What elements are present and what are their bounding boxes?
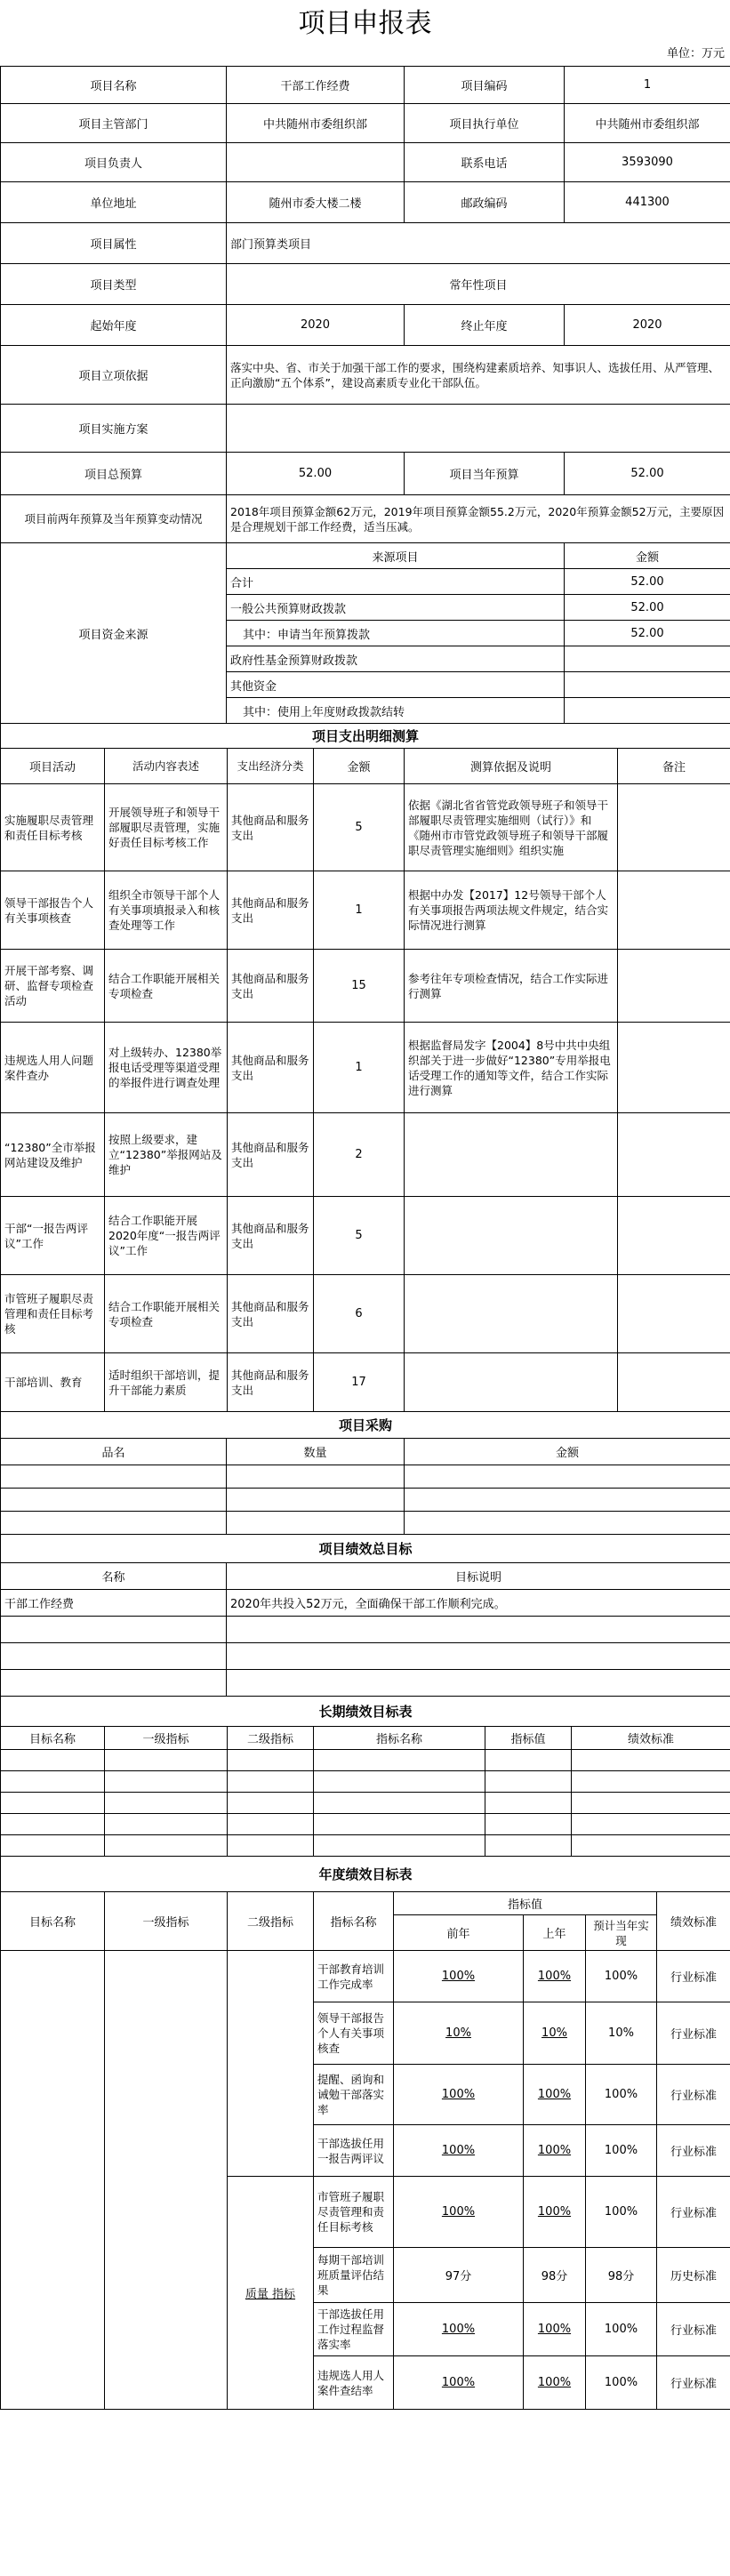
total-budget-label: 项目总预算 bbox=[1, 453, 227, 495]
table-row bbox=[1, 950, 730, 1023]
expense-desc: 组织全市领导干部个人有关事项填报录入和核查处理等工作 bbox=[105, 871, 228, 950]
expense-activity: 领导干部报告个人有关事项核查 bbox=[1, 871, 105, 950]
goal-section-title: 项目绩效总目标 bbox=[1, 1535, 730, 1563]
goal-desc: 2020年共投入52万元，全面确保干部工作顺利完成。 bbox=[227, 1590, 730, 1617]
annual-expect-value: 100% bbox=[586, 2065, 657, 2125]
annual-expect-value: 98分 bbox=[586, 2248, 657, 2303]
purchase-header: 金额 bbox=[405, 1439, 730, 1465]
address-label: 单位地址 bbox=[1, 182, 227, 223]
expense-header: 活动内容表述 bbox=[105, 749, 228, 784]
annual-prev-value: 100% bbox=[394, 1951, 524, 2002]
zip-value: 441300 bbox=[565, 182, 730, 223]
annual-indicator-name: 干部选拔任用一报告两评议 bbox=[314, 2125, 394, 2177]
annual-indicator-name: 每期干部培训班质量评估结果 bbox=[314, 2248, 394, 2303]
fund-row-amount bbox=[565, 672, 730, 698]
annual-last-value: 100% bbox=[524, 2177, 586, 2248]
project-code-label: 项目编码 bbox=[405, 67, 565, 104]
unit-label: 单位：万元 bbox=[666, 47, 725, 60]
annual-header-l1: 一级指标 bbox=[105, 1892, 228, 1951]
annual-prev-value: 100% bbox=[394, 2356, 524, 2410]
leader-label: 项目负责人 bbox=[1, 143, 227, 182]
goal-name: 干部工作经费 bbox=[1, 1590, 227, 1617]
longterm-section-title: 长期绩效目标表 bbox=[1, 1697, 730, 1727]
expense-desc: 按照上级要求，建立“12380”举报网站及维护 bbox=[105, 1113, 228, 1197]
annual-prev-value: 97分 bbox=[394, 2248, 524, 2303]
expense-amount: 17 bbox=[314, 1353, 405, 1412]
annual-prev-value: 100% bbox=[394, 2177, 524, 2248]
exec-unit-label: 项目执行单位 bbox=[405, 104, 565, 143]
budget-change-value: 2018年项目预算金额62万元，2019年项目预算金额55.2万元，2020年预算金额52万元，主要原因是合理规划干部工作经费，适当压减。 bbox=[227, 495, 730, 543]
expense-note bbox=[618, 1275, 730, 1353]
fund-source-table bbox=[0, 542, 730, 724]
budget-change-label: 项目前两年预算及当年预算变动情况 bbox=[1, 495, 227, 543]
expense-class: 其他商品和服务支出 bbox=[228, 1113, 314, 1197]
year-budget-value: 52.00 bbox=[565, 453, 730, 495]
end-year-label: 终止年度 bbox=[405, 305, 565, 346]
table-row bbox=[1, 1814, 730, 1835]
annual-expect-value: 100% bbox=[586, 2356, 657, 2410]
fund-row-amount: 52.00 bbox=[565, 595, 730, 621]
expense-activity: 实施履职尽责管理和责任目标考核 bbox=[1, 784, 105, 871]
purchase-header: 数量 bbox=[227, 1439, 405, 1465]
expense-basis: 依据《湖北省省管党政领导班子和领导干部履职尽责管理实施细则（试行）》和《随州市市管党政领导班子和领导干部履职尽责管理实施细则》组织实施 bbox=[405, 784, 618, 871]
annual-goal-table bbox=[0, 1856, 730, 2410]
project-code-value: 1 bbox=[565, 67, 730, 104]
annual-expect-value: 10% bbox=[586, 2002, 657, 2065]
annual-indicator-name: 违规选人用人案件查结率 bbox=[314, 2356, 394, 2410]
fund-row-amount: 52.00 bbox=[565, 569, 730, 595]
expense-amount: 1 bbox=[314, 1023, 405, 1113]
annual-std-value: 行业标准 bbox=[657, 1951, 730, 2002]
expense-amount: 5 bbox=[314, 1197, 405, 1275]
table-row bbox=[1, 784, 730, 871]
start-year-value: 2020 bbox=[227, 305, 405, 346]
expense-activity: “12380”全市举报网站建设及维护 bbox=[1, 1113, 105, 1197]
expense-note bbox=[618, 950, 730, 1023]
zip-label: 邮政编码 bbox=[405, 182, 565, 223]
annual-indicator-name: 市管班子履职尽责管理和责任目标考核 bbox=[314, 2177, 394, 2248]
table-row bbox=[1, 1771, 730, 1793]
end-year-value: 2020 bbox=[565, 305, 730, 346]
fund-row-name: 一般公共预算财政拨款 bbox=[227, 595, 565, 621]
longterm-header: 二级指标 bbox=[228, 1727, 314, 1750]
expense-desc: 开展领导班子和领导干部履职尽责管理，实施好责任目标考核工作 bbox=[105, 784, 228, 871]
annual-std-value: 行业标准 bbox=[657, 2065, 730, 2125]
annual-section-title: 年度绩效目标表 bbox=[1, 1857, 730, 1892]
annual-header-last: 上年 bbox=[524, 1915, 586, 1951]
table-row bbox=[1, 1643, 730, 1670]
fund-row-name: 其中：申请当年预算拨款 bbox=[227, 621, 565, 646]
expense-header: 项目活动 bbox=[1, 749, 105, 784]
fund-amount-header: 金额 bbox=[565, 543, 730, 569]
table-row bbox=[1, 1590, 730, 1617]
phone-value: 3593090 bbox=[565, 143, 730, 182]
expense-desc: 适时组织干部培训，提升干部能力素质 bbox=[105, 1353, 228, 1412]
annual-header-goal: 目标名称 bbox=[1, 1892, 105, 1951]
year-budget-label: 项目当年预算 bbox=[405, 453, 565, 495]
annual-std-value: 行业标准 bbox=[657, 2002, 730, 2065]
expense-class: 其他商品和服务支出 bbox=[228, 950, 314, 1023]
goal-header: 名称 bbox=[1, 1563, 227, 1590]
expense-note bbox=[618, 1113, 730, 1197]
expense-class: 其他商品和服务支出 bbox=[228, 871, 314, 950]
expense-detail-table bbox=[0, 723, 730, 1412]
annual-indicator-name: 提醒、函询和诫勉干部落实率 bbox=[314, 2065, 394, 2125]
expense-desc: 结合工作职能开展相关专项检查 bbox=[105, 950, 228, 1023]
purchase-header: 品名 bbox=[1, 1439, 227, 1465]
expense-activity: 干部“一报告两评议”工作 bbox=[1, 1197, 105, 1275]
expense-basis bbox=[405, 1353, 618, 1412]
expense-amount: 15 bbox=[314, 950, 405, 1023]
expense-section-title: 项目支出明细测算 bbox=[1, 724, 730, 749]
expense-class: 其他商品和服务支出 bbox=[228, 1353, 314, 1412]
expense-activity: 干部培训、教育 bbox=[1, 1353, 105, 1412]
fund-row-amount bbox=[565, 698, 730, 724]
purchase-table bbox=[0, 1411, 730, 1535]
annual-indicator-name: 领导干部报告个人有关事项核查 bbox=[314, 2002, 394, 2065]
table-row bbox=[1, 1617, 730, 1643]
expense-amount: 2 bbox=[314, 1113, 405, 1197]
basis-value: 落实中央、省、市关于加强干部工作的要求，围绕构建素质培养、知事识人、选拔任用、从严管理、正向激励“五个体系”，建设高素质专业化干部队伍。 bbox=[227, 346, 730, 405]
annual-last-value: 100% bbox=[524, 2065, 586, 2125]
expense-header: 支出经济分类 bbox=[228, 749, 314, 784]
expense-header: 测算依据及说明 bbox=[405, 749, 618, 784]
type-value: 常年性项目 bbox=[227, 264, 730, 305]
annual-last-value: 10% bbox=[524, 2002, 586, 2065]
quality-indicator-label: 质量 指标 bbox=[228, 2177, 314, 2410]
annual-std-value: 历史标准 bbox=[657, 2248, 730, 2303]
expense-basis: 根据中办发【2017】12号领导干部个人有关事项报告两项法规文件规定，结合实际情况进行测算 bbox=[405, 871, 618, 950]
fund-row-amount bbox=[565, 646, 730, 672]
annual-expect-value: 100% bbox=[586, 2177, 657, 2248]
expense-header: 金额 bbox=[314, 749, 405, 784]
expense-note bbox=[618, 1023, 730, 1113]
table-row bbox=[1, 1197, 730, 1275]
expense-note bbox=[618, 1197, 730, 1275]
expense-activity: 开展干部考察、调研、监督专项检查活动 bbox=[1, 950, 105, 1023]
phone-label: 联系电话 bbox=[405, 143, 565, 182]
fund-source-label: 项目资金来源 bbox=[1, 543, 227, 724]
annual-last-value: 100% bbox=[524, 2125, 586, 2177]
annual-std-value: 行业标准 bbox=[657, 2356, 730, 2410]
expense-activity: 违规选人用人问题案件查办 bbox=[1, 1023, 105, 1113]
project-name-label: 项目名称 bbox=[1, 67, 227, 104]
annual-indicator-name: 干部选拔任用工作过程监督落实率 bbox=[314, 2303, 394, 2356]
expense-amount: 5 bbox=[314, 784, 405, 871]
start-year-label: 起始年度 bbox=[1, 305, 227, 346]
longterm-header: 一级指标 bbox=[105, 1727, 228, 1750]
expense-amount: 6 bbox=[314, 1275, 405, 1353]
annual-last-value: 100% bbox=[524, 1951, 586, 2002]
table-row bbox=[1, 1951, 730, 2002]
expense-desc: 结合工作职能开展2020年度“一报告两评议”工作 bbox=[105, 1197, 228, 1275]
page-title: 项目申报表 bbox=[298, 8, 432, 39]
goal-header: 目标说明 bbox=[227, 1563, 730, 1590]
attr-value: 部门预算类项目 bbox=[227, 223, 730, 264]
longterm-header: 指标名称 bbox=[314, 1727, 485, 1750]
annual-prev-value: 100% bbox=[394, 2125, 524, 2177]
annual-last-value: 100% bbox=[524, 2303, 586, 2356]
expense-note bbox=[618, 871, 730, 950]
expense-class: 其他商品和服务支出 bbox=[228, 1023, 314, 1113]
annual-std-value: 行业标准 bbox=[657, 2177, 730, 2248]
annual-header-prev: 前年 bbox=[394, 1915, 524, 1951]
expense-basis bbox=[405, 1197, 618, 1275]
expense-note bbox=[618, 1353, 730, 1412]
annual-indicator-name: 干部教育培训工作完成率 bbox=[314, 1951, 394, 2002]
expense-class: 其他商品和服务支出 bbox=[228, 1275, 314, 1353]
table-row bbox=[1, 1835, 730, 1857]
annual-last-value: 98分 bbox=[524, 2248, 586, 2303]
expense-desc: 对上级转办、12380举报电话受理等渠道受理的举报件进行调查处理 bbox=[105, 1023, 228, 1113]
plan-label: 项目实施方案 bbox=[1, 405, 227, 453]
annual-header-expect: 预计当年实现 bbox=[586, 1915, 657, 1951]
expense-amount: 1 bbox=[314, 871, 405, 950]
table-row bbox=[1, 1113, 730, 1197]
longterm-header: 绩效标准 bbox=[572, 1727, 730, 1750]
annual-prev-value: 100% bbox=[394, 2303, 524, 2356]
longterm-header: 目标名称 bbox=[1, 1727, 105, 1750]
table-row bbox=[1, 871, 730, 950]
expense-basis bbox=[405, 1275, 618, 1353]
table-row bbox=[1, 1512, 730, 1535]
purchase-section-title: 项目采购 bbox=[1, 1412, 730, 1439]
dept-label: 项目主管部门 bbox=[1, 104, 227, 143]
annual-expect-value: 100% bbox=[586, 1951, 657, 2002]
expense-basis: 根据监督局发字【2004】8号中共中央组织部关于进一步做好“12380”专用举报电话受理工作的通知等文件，结合工作实际进行测算 bbox=[405, 1023, 618, 1113]
table-row bbox=[1, 1465, 730, 1489]
longterm-goal-table bbox=[0, 1696, 730, 1857]
annual-prev-value: 100% bbox=[394, 2065, 524, 2125]
annual-std-value: 行业标准 bbox=[657, 2125, 730, 2177]
table-row bbox=[1, 1793, 730, 1814]
attr-label: 项目属性 bbox=[1, 223, 227, 264]
fund-row-name: 政府性基金预算财政拨款 bbox=[227, 646, 565, 672]
total-budget-value: 52.00 bbox=[227, 453, 405, 495]
project-name-value: 干部工作经费 bbox=[227, 67, 405, 104]
table-row bbox=[1, 1275, 730, 1353]
longterm-header: 指标值 bbox=[485, 1727, 572, 1750]
fund-row-amount: 52.00 bbox=[565, 621, 730, 646]
table-row bbox=[1, 1023, 730, 1113]
annual-expect-value: 100% bbox=[586, 2303, 657, 2356]
plan-value bbox=[227, 405, 730, 453]
fund-row-name: 其中：使用上年度财政拨款结转 bbox=[227, 698, 565, 724]
annual-prev-value: 10% bbox=[394, 2002, 524, 2065]
expense-note bbox=[618, 784, 730, 871]
goal-table bbox=[0, 1534, 730, 1697]
fund-row-name: 合计 bbox=[227, 569, 565, 595]
project-info-table bbox=[0, 66, 730, 543]
expense-class: 其他商品和服务支出 bbox=[228, 784, 314, 871]
annual-header-name: 指标名称 bbox=[314, 1892, 394, 1951]
expense-desc: 结合工作职能开展相关专项检查 bbox=[105, 1275, 228, 1353]
basis-label: 项目立项依据 bbox=[1, 346, 227, 405]
type-label: 项目类型 bbox=[1, 264, 227, 305]
expense-activity: 市管班子履职尽责管理和责任目标考核 bbox=[1, 1275, 105, 1353]
table-row bbox=[1, 1353, 730, 1412]
annual-header-value: 指标值 bbox=[394, 1892, 657, 1915]
annual-header-l2: 二级指标 bbox=[228, 1892, 314, 1951]
annual-last-value: 100% bbox=[524, 2356, 586, 2410]
address-value: 随州市委大楼二楼 bbox=[227, 182, 405, 223]
table-row bbox=[1, 1750, 730, 1771]
leader-value bbox=[227, 143, 405, 182]
dept-value: 中共随州市委组织部 bbox=[227, 104, 405, 143]
expense-class: 其他商品和服务支出 bbox=[228, 1197, 314, 1275]
fund-source-header: 来源项目 bbox=[227, 543, 565, 569]
expense-basis: 参考往年专项检查情况，结合工作实际进行测算 bbox=[405, 950, 618, 1023]
table-row bbox=[1, 1670, 730, 1697]
exec-unit-value: 中共随州市委组织部 bbox=[565, 104, 730, 143]
expense-basis bbox=[405, 1113, 618, 1197]
table-row bbox=[1, 1489, 730, 1512]
fund-row-name: 其他资金 bbox=[227, 672, 565, 698]
expense-header: 备注 bbox=[618, 749, 730, 784]
annual-std-value: 行业标准 bbox=[657, 2303, 730, 2356]
annual-expect-value: 100% bbox=[586, 2125, 657, 2177]
annual-header-std: 绩效标准 bbox=[657, 1892, 730, 1951]
